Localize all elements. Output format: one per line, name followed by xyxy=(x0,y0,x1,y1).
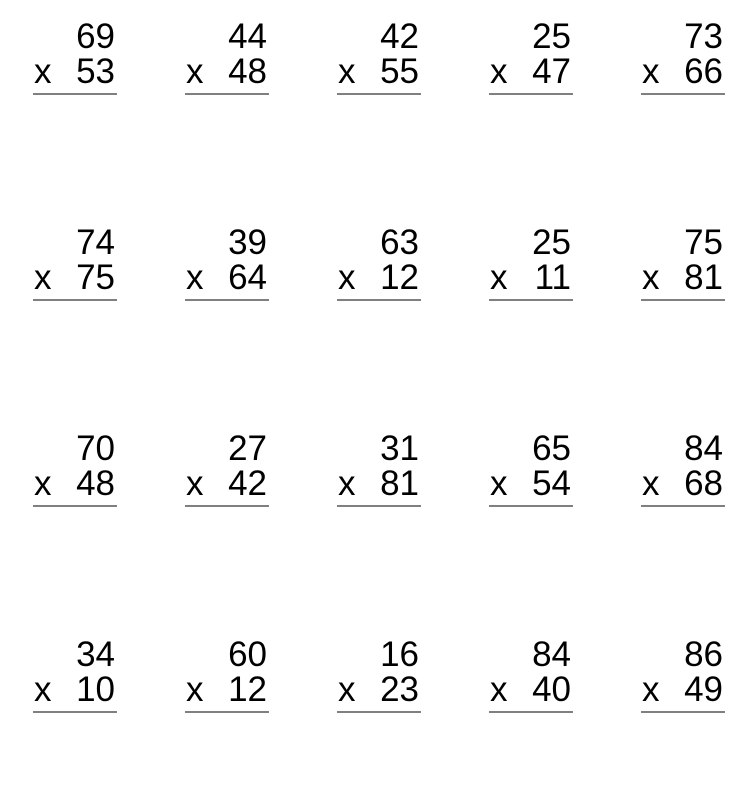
multiplicand: 16 xyxy=(380,635,419,674)
problem-bottom-row xyxy=(337,670,421,709)
problem-bottom-row xyxy=(337,464,421,503)
multiplication-problem xyxy=(489,17,573,95)
problem-bottom-row xyxy=(489,258,573,297)
multiplier: 48 xyxy=(76,464,115,503)
problem-bottom-row xyxy=(185,258,269,297)
multiplication-problem xyxy=(641,17,725,95)
multiplicand: 74 xyxy=(76,223,115,262)
multiplicand: 34 xyxy=(76,635,115,674)
problem-bottom-row xyxy=(185,52,269,91)
problem-bottom-row xyxy=(489,670,573,709)
problem-bottom-row xyxy=(489,52,573,91)
multiply-operator: x xyxy=(186,670,204,709)
multiplier: 54 xyxy=(532,464,571,503)
multiplicand: 25 xyxy=(532,223,571,262)
multiplication-problem xyxy=(337,429,421,507)
multiply-operator: x xyxy=(34,670,52,709)
multiply-operator: x xyxy=(34,464,52,503)
multiplicand: 39 xyxy=(228,223,267,262)
problem-bottom-row xyxy=(33,52,117,91)
multiplication-problem xyxy=(641,429,725,507)
multiply-operator: x xyxy=(490,52,508,91)
multiplication-problem xyxy=(33,429,117,507)
multiply-operator: x xyxy=(642,52,660,91)
multiplication-problem xyxy=(33,17,117,95)
multiplicand: 63 xyxy=(380,223,419,262)
multiplication-problem xyxy=(185,635,269,713)
multiply-operator: x xyxy=(490,258,508,297)
multiplication-problem xyxy=(641,635,725,713)
problem-bottom-row xyxy=(641,670,725,709)
multiply-operator: x xyxy=(186,52,204,91)
multiplier: 66 xyxy=(684,52,723,91)
multiplication-problem xyxy=(337,223,421,301)
problem-bottom-row xyxy=(489,464,573,503)
problem-bottom-row xyxy=(641,258,725,297)
multiplication-problem xyxy=(33,223,117,301)
problem-bottom-row xyxy=(185,670,269,709)
problem-bottom-row xyxy=(337,52,421,91)
multiplicand: 60 xyxy=(228,635,267,674)
multiplicand: 73 xyxy=(684,17,723,56)
multiply-operator: x xyxy=(34,52,52,91)
multiplier: 75 xyxy=(76,258,115,297)
multiplication-problem xyxy=(185,223,269,301)
problem-bottom-row xyxy=(185,464,269,503)
multiply-operator: x xyxy=(642,258,660,297)
multiplication-problem xyxy=(489,223,573,301)
multiplicand: 84 xyxy=(532,635,571,674)
multiply-operator: x xyxy=(490,670,508,709)
multiplication-problem xyxy=(33,635,117,713)
multiply-operator: x xyxy=(338,670,356,709)
multiplicand: 42 xyxy=(380,17,419,56)
multiplication-problem xyxy=(337,17,421,95)
multiplicand: 69 xyxy=(76,17,115,56)
multiplier: 40 xyxy=(532,670,571,709)
multiplicand: 86 xyxy=(684,635,723,674)
multiply-operator: x xyxy=(490,464,508,503)
multiplication-problem xyxy=(489,635,573,713)
multiplicand: 65 xyxy=(532,429,571,468)
multiply-operator: x xyxy=(338,52,356,91)
multiply-operator: x xyxy=(338,258,356,297)
multiplier: 53 xyxy=(76,52,115,91)
multiplication-problem xyxy=(185,17,269,95)
multiplier: 81 xyxy=(684,258,723,297)
problem-bottom-row xyxy=(641,464,725,503)
multiplication-problem xyxy=(185,429,269,507)
problem-bottom-row xyxy=(33,670,117,709)
multiplier: 64 xyxy=(228,258,267,297)
problem-bottom-row xyxy=(33,258,117,297)
multiplier: 55 xyxy=(380,52,419,91)
multiplication-problem xyxy=(489,429,573,507)
multiplier: 47 xyxy=(532,52,571,91)
multiply-operator: x xyxy=(186,258,204,297)
multiplication-problem xyxy=(641,223,725,301)
multiplier: 49 xyxy=(684,670,723,709)
multiply-operator: x xyxy=(34,258,52,297)
multiplier: 12 xyxy=(380,258,419,297)
multiply-operator: x xyxy=(642,670,660,709)
multiplier: 12 xyxy=(228,670,267,709)
multiply-operator: x xyxy=(338,464,356,503)
multiplier: 23 xyxy=(380,670,419,709)
multiplicand: 75 xyxy=(684,223,723,262)
multiplicand: 25 xyxy=(532,17,571,56)
multiply-operator: x xyxy=(186,464,204,503)
multiplication-problem xyxy=(337,635,421,713)
multiplier: 42 xyxy=(228,464,267,503)
multiplicand: 44 xyxy=(228,17,267,56)
multiplier: 48 xyxy=(228,52,267,91)
multiplicand: 70 xyxy=(76,429,115,468)
multiplier: 11 xyxy=(534,258,571,297)
multiplicand: 31 xyxy=(380,429,419,468)
problem-bottom-row xyxy=(33,464,117,503)
multiplier: 81 xyxy=(380,464,419,503)
problem-bottom-row xyxy=(337,258,421,297)
multiplier: 68 xyxy=(684,464,723,503)
problem-bottom-row xyxy=(641,52,725,91)
multiplier: 10 xyxy=(76,670,115,709)
multiplicand: 27 xyxy=(228,429,267,468)
multiply-operator: x xyxy=(642,464,660,503)
multiplicand: 84 xyxy=(684,429,723,468)
problems-grid xyxy=(33,17,749,713)
